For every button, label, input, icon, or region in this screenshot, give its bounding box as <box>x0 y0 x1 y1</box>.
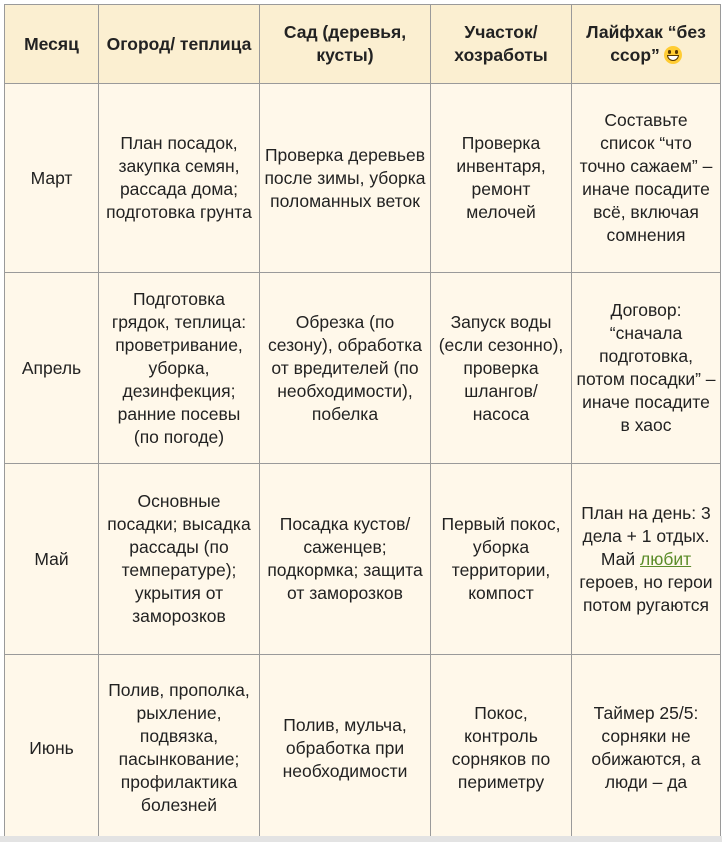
header-lifehack <box>572 5 721 84</box>
cell-month: Апрель <box>5 273 99 464</box>
cell-lifehack: Таймер 25/5: сорняки не обижаются, а люди – да <box>572 655 721 842</box>
cell-garden: Основные посадки; высадка рассады (по температуре); укрытия от заморозков <box>99 464 260 655</box>
table-header-row <box>5 5 721 84</box>
cell-lifehack: Договор: “сначала подготовка, потом посадки” – иначе посадите в хаос <box>572 273 721 464</box>
cell-orchard: Полив, мульча, обработка при необходимости <box>260 655 431 842</box>
schedule-table-wrapper <box>4 4 721 842</box>
cell-plot: Запуск воды (если сезонно), проверка шлангов/ насоса <box>431 273 572 464</box>
cell-orchard: Проверка деревьев после зимы, уборка поломанных веток <box>260 84 431 273</box>
cell-lifehack <box>572 464 721 655</box>
cell-garden: Подготовка грядок, теплица: проветривание, уборка, дезинфекция; ранние посевы (по погоде) <box>99 273 260 464</box>
header-plot: Участок/ хозработы <box>431 5 572 84</box>
bottom-edge-strip <box>0 836 722 842</box>
header-garden: Огород/ теплица <box>99 5 260 84</box>
cell-orchard: Посадка кустов/ саженцев; подкормка; защита от заморозков <box>260 464 431 655</box>
cell-lifehack: Составьте список “что точно сажаем” – иначе посадите всё, включая сомнения <box>572 84 721 273</box>
table-row <box>5 655 721 842</box>
header-lifehack-label: Лайфхак “без ссор” <box>586 22 706 65</box>
lifehack-text-after: героев, но герои потом ругаются <box>579 571 713 615</box>
lifehack-link[interactable]: любит <box>640 548 692 569</box>
cell-garden: Полив, прополка, рыхление, подвязка, пасынкование; профилактика болезней <box>99 655 260 842</box>
cell-plot: Проверка инвентаря, ремонт мелочей <box>431 84 572 273</box>
table-row <box>5 273 721 464</box>
header-orchard: Сад (деревья, кусты) <box>260 5 431 84</box>
grinning-face-icon <box>664 46 682 64</box>
header-month: Месяц <box>5 5 99 84</box>
cell-month: Май <box>5 464 99 655</box>
garden-schedule-table <box>4 4 721 842</box>
cell-garden: План посадок, закупка семян, рассада дома; подготовка грунта <box>99 84 260 273</box>
cell-plot: Первый покос, уборка территории, компост <box>431 464 572 655</box>
cell-plot: Покос, контроль сорняков по периметру <box>431 655 572 842</box>
cell-orchard: Обрезка (по сезону), обработка от вредителей (по необходимости), побелка <box>260 273 431 464</box>
table-row <box>5 84 721 273</box>
lifehack-text-before: План на день: 3 дела + 1 отдых. Май <box>581 502 711 569</box>
cell-month: Март <box>5 84 99 273</box>
cell-month: Июнь <box>5 655 99 842</box>
table-row <box>5 464 721 655</box>
